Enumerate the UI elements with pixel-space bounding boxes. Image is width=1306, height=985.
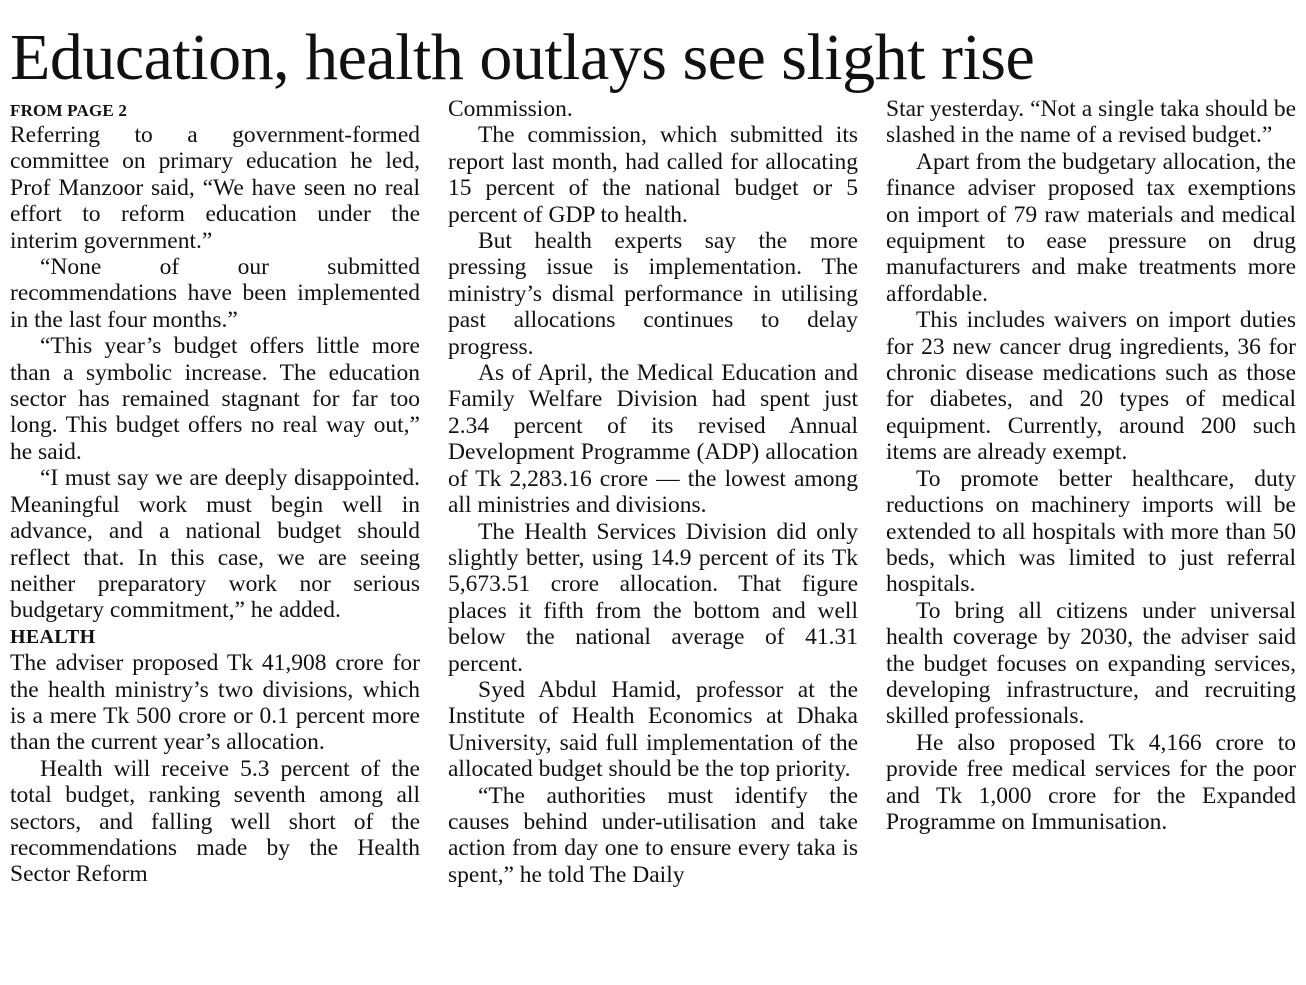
paragraph: Referring to a government-formed committee on primary education he led, Prof Manzoor said, “We have seen no real effort to reform education under the interim government.” xyxy=(10,122,420,254)
paragraph: As of April, the Medical Education and Family Welfare Division had spent just 2.34 percent of its revised Annual Development Programme (ADP) allocation of Tk 2,283.16 crore — the lowest among all ministries and divisions. xyxy=(448,360,858,519)
headline: Education, health outlays see slight rise xyxy=(10,21,1035,94)
paragraph: This includes waivers on import duties for 23 new cancer drug ingredients, 36 for chronic disease medications such as those for diabetes, and 20 types of medical equipment. Currently, around 200 such items are already exempt. xyxy=(886,307,1296,466)
paragraph: Apart from the budgetary allocation, the finance adviser proposed tax exemptions on import of 79 raw materials and medical equipment to ease pressure on drug manufacturers and make treatments more affordable. xyxy=(886,148,1296,307)
paragraph: “I must say we are deeply disappointed. Meaningful work must begin well in advance, and a national budget should reflect that. In this case, we are seeing neither preparatory work nor serious budgetary commitment,” he added. xyxy=(10,465,420,624)
section-subhead: HEALTH xyxy=(10,625,96,648)
paragraph: Syed Abdul Hamid, professor at the Institute of Health Economics at Dhaka University, said full implementation of the allocated budget should be the top priority. xyxy=(448,676,858,783)
paragraph: The adviser proposed Tk 41,908 crore for the health ministry’s two divisions, which is a mere Tk 500 crore or 0.1 percent more than the current year’s allocation. xyxy=(10,650,420,756)
paragraph: Health will receive 5.3 percent of the total budget, ranking seventh among all sectors, and falling well short of the recommendations made by the Health Sector Reform xyxy=(10,755,420,888)
paragraph: “None of our submitted recommendations have been implemented in the last four months.” xyxy=(10,254,420,333)
paragraph: To bring all citizens under universal health coverage by 2030, the adviser said the budget focuses on expanding services, developing infrastructure, and recruiting skilled professionals. xyxy=(886,597,1296,730)
paragraph: Commission. xyxy=(448,96,573,122)
paragraph: “This year’s budget offers little more than a symbolic increase. The education sector has remained stagnant for far too long. This budget offers no real way out,” he said. xyxy=(10,333,420,465)
continuation-kicker: FROM PAGE 2 xyxy=(10,101,128,120)
paragraph: The Health Services Division did only slightly better, using 14.9 percent of its Tk 5,673.51 crore allocation. That figure places it fifth from the bottom and well below the national average of 41.31 percent. xyxy=(448,518,858,677)
paragraph: “The authorities must identify the causes behind under-utilisation and take action from day one to ensure every taka is spent,” he told The Daily xyxy=(448,782,858,888)
paragraph: The commission, which submitted its report last month, had called for allocating 15 percent of the national budget or 5 percent of GDP to health. xyxy=(448,122,858,228)
paragraph: To promote better healthcare, duty reductions on machinery imports will be extended to all hospitals with more than 50 beds, which was limited to just referral hospitals. xyxy=(886,465,1296,598)
paragraph: Star yesterday. “Not a single taka should be slashed in the name of a revised budget.” xyxy=(886,96,1296,149)
article-column-1 xyxy=(10,100,420,888)
paragraph: But health experts say the more pressing issue is implementation. The ministry’s dismal performance in utilising past allocations continues to delay progress. xyxy=(448,228,858,360)
article-column-3 xyxy=(886,96,1296,835)
paragraph: He also proposed Tk 4,166 crore to provide free medical services for the poor and Tk 1,000 crore for the Expanded Programme on Immunisation. xyxy=(886,729,1296,835)
article-column-2 xyxy=(448,96,858,888)
